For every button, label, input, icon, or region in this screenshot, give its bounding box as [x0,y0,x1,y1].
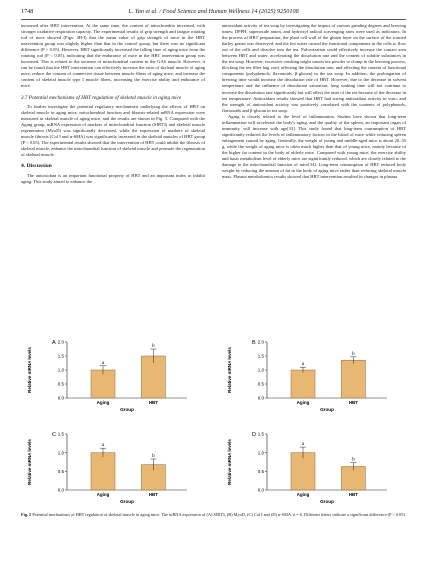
x-tick-label: Aging [296,492,310,497]
y-tick-label: 0.0 [257,395,264,401]
x-axis-label: Group [120,499,134,504]
section-heading: 3.7 Potential mechanisms of HBT regulation of skeletal muscle in aging mice [21,94,182,101]
y-axis-label: Relative mRNA levels [227,347,232,393]
header-rule [21,19,406,20]
chart-a [21,328,206,416]
panel-letter: D [252,432,256,438]
x-tick-label: HBT [348,492,359,497]
paragraph: The antioxidant is an important functional property of HBT and an important index to inhibit aging. This study aimed to enhance the [21,172,205,184]
left-column [21,23,205,185]
figure-caption [21,512,406,518]
panel-b [221,328,406,416]
x-axis-label: Group [320,407,334,412]
x-tick-label: Aging [96,492,110,497]
x-tick-label: Aging [96,400,110,405]
caption-text: Potential mechanisms of HBT regulation of skeletal muscle in aging mice. The mRNA expression of (A) SIRT3, (B) MyoD, (C) Col I and (D) α-SMA. n = 6. Different letters indicate a significant difference (P < 0.05). [32,512,406,517]
chart-d [221,420,406,508]
paragraph: increased after HBT intervention. At the same time, the content of mitochondria increased, with stronger oxidative respiration capacity. The experimental results of grip strength and fatigue rotating rod of mice showed (Figs. 4H-I) that the mean value of grip strength of mice in the HBT intervention group was slightly higher than that in the control group, but there was no significant difference (P > 0.05). However, HBT significantly increased the falling time of aging mice from the rotating rod (P < 0.05), indicating that the endurance of mice in the HBT intervention group was increased. This is related to the increase of mitochondrial content in the GAS muscle. However, it can be found that the HBT intervention can effectively increase the ratio of skeletal muscle of aging mice, reduce the content of connective tissue between muscle fibers of aging mice, and increase the content of skeletal muscle type I muscle fibers, increasing the exercise ability and endurance of mice. [21,23,205,89]
panel-d [221,420,406,508]
y-tick-label: 0.0 [57,395,64,401]
y-tick-label: 0.0 [57,487,64,493]
y-tick-label: 0.0 [257,487,264,493]
chart-c [21,420,206,508]
panel-letter: B [252,340,256,346]
significance-letter: b [152,344,155,349]
y-tick-label: 1.0 [257,367,264,373]
y-tick-label: 0.5 [57,468,64,474]
y-axis-label: Relative mRNA levels [227,439,232,485]
panel-letter: A [52,340,56,346]
y-tick-label: 2.0 [257,339,264,345]
y-tick-label: 1.0 [257,450,264,456]
significance-letter: b [352,457,355,463]
y-tick-label: 1.0 [57,367,64,373]
y-tick-label: 0.5 [257,468,264,474]
y-tick-label: 0.5 [257,381,264,387]
significance-letter: a [101,360,105,366]
y-axis-label: Relative mRNA levels [27,347,32,393]
bar [291,370,315,398]
y-tick-label: 0.5 [57,381,64,387]
panel-a [21,328,206,416]
y-tick-label: 2.0 [57,339,64,345]
chart-b [221,328,406,416]
x-tick-label: HBT [348,400,359,405]
bar [341,360,365,398]
significance-letter: a [301,442,305,448]
y-tick-label: 1.5 [257,353,264,359]
paragraph: To further investigate the potential regulatory mechanisms underlying the effects of HBT on skeletal muscle in aging mice, mitochondrial function and fibrosis-related mRNA expression were measured in skeletal muscle of aging mice, and the results are shown in Fig. 5. Compared with the Aging group, mRNA expression of markers of mitochondrial function (SIRT3) and skeletal muscle regeneration (MyoD) was significantly decreased, while the expression of markers of skeletal muscle fibrosis (Col I and α-SMA) was significantly increased in the skeletal muscles of HBT group (P < 0.05). The experimental results showed that the intervention of HBT could inhibit the fibrosis of skeletal muscle, enhance the mitochondrial function of skeletal muscle and promote the regeneration of skeletal muscle. [21,103,205,158]
y-tick-label: 1.5 [57,353,64,359]
y-tick-label: 1.5 [257,431,264,437]
significance-letter: b [152,454,155,460]
x-tick-label: HBT [148,400,159,405]
significance-letter: a [101,443,105,449]
paragraph: antioxidant activity of tea soup by investigating the impact of various grinding degrees and brewing times; DPPH, superoxide anion, and hydroxyl radical scavenging rates were used as indicators. In the process of HBT preparation, the plant cell wall of the gluten layer on the surface of the roasted barley grains was destroyed, and the hot water caused the functional components in the cells to flow out of the cells and dissolve into the tea. Pulverization could effectively increase the contact area between HBT and water, accelerating the dissolution rate and the content of soluble substances in the tea soup. However, excessive crushing might causes tea powder to clump in the brewing process, blocking the tea filter bag void, affecting the dissolution rate, and affecting the content of functional components (polyphenols, flavonoids, β-glucan) in the tea soup. In addition, the prolongation of brewing time would increase the dissolution rate of HBT. However, due to the decrease in solvent temperature and the influence of dissolution saturation, long soaking time will not continue to increase the dissolution rate significantly but will affect the taste of the tea because of the decrease in tea temperature. Antioxidant results showed that HBT had strong antioxidant activity in vitro, and the strength of antioxidant activity was positively correlated with the contents of polyphenols, flavonoids and β-glucan in tea soup. [222,23,406,113]
journal-citation: L. Yan et al. / Food Science and Human Wellness 14 (2025) 9250108 [128,8,299,15]
page-number: 1748 [21,8,34,15]
significance-letter: a [301,362,305,368]
panel-letter: C [52,432,56,438]
significance-letter: b [352,351,355,357]
section-heading: 4. Discussion [21,163,52,170]
right-column [222,23,406,180]
y-axis-label: Relative mRNA levels [27,439,32,485]
panel-c [21,420,206,508]
bar [91,453,115,490]
caption-label: Fig. 5 [21,512,32,517]
x-axis-label: Group [320,499,334,504]
x-tick-label: Aging [296,400,310,405]
figure-5 [21,328,406,510]
bar [91,370,115,398]
x-tick-label: HBT [148,492,159,497]
y-tick-label: 1.0 [57,450,64,456]
paragraph: Aging is closely related to the level of inflammation. Studies have shown that long-term inflammation will accelerate the body's aging, and the quality of the spleen, an important organ of immunity, will increase with age[33]. This study found that long-term consumption of HBT significantly reduced the levels of inflammatory factors in the blood of mice while reducing spleen enlargement caused by aging. Generally, the weight of young and middle-aged mice is about 20–35 g, while the weight of aging mice is often much higher than that of young mice, mainly because of the higher fat content in the body of elderly mice. Compared with young mice, the exercise ability and basic metabolism level of elderly mice are significantly reduced, which are closely related to the damage to the mitochondrial function of mice[34]. Long-term consumption of HBT reduced body weight by reducing the amount of fat in the body of aging mice rather than reducing skeletal muscle mass. Plasma metabolomics results showed that HBT intervention resulted in changes in plasma [222,113,406,180]
y-tick-label: 1.5 [57,431,64,437]
x-axis-label: Group [120,407,134,412]
